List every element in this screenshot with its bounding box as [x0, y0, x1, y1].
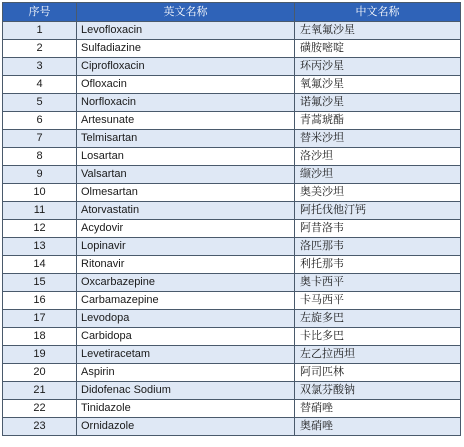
row-index-cell: 8 — [3, 148, 77, 166]
row-english-name-cell: Ofloxacin — [77, 76, 295, 94]
row-chinese-name-cell: 缬沙坦 — [295, 166, 461, 184]
row-chinese-name-cell: 阿昔洛韦 — [295, 220, 461, 238]
row-english-name-cell: Acydovir — [77, 220, 295, 238]
table-row — [3, 310, 461, 328]
row-index-cell: 20 — [3, 364, 77, 382]
table-row — [3, 220, 461, 238]
row-index-cell: 3 — [3, 58, 77, 76]
row-chinese-name-cell: 左氧氟沙星 — [295, 22, 461, 40]
row-chinese-name-cell: 阿托伐他汀钙 — [295, 202, 461, 220]
row-english-name-cell: Atorvastatin — [77, 202, 295, 220]
row-chinese-name-cell: 卡比多巴 — [295, 328, 461, 346]
row-index-cell: 4 — [3, 76, 77, 94]
table-row — [3, 382, 461, 400]
table-row — [3, 40, 461, 58]
row-english-name-cell: Losartan — [77, 148, 295, 166]
header-index: 序号 — [3, 3, 77, 22]
row-chinese-name-cell: 奥美沙坦 — [295, 184, 461, 202]
table-row — [3, 274, 461, 292]
row-chinese-name-cell: 诺氟沙星 — [295, 94, 461, 112]
row-english-name-cell: Valsartan — [77, 166, 295, 184]
row-index-cell: 10 — [3, 184, 77, 202]
row-english-name-cell: Oxcarbazepine — [77, 274, 295, 292]
row-english-name-cell: Sulfadiazine — [77, 40, 295, 58]
row-index-cell: 5 — [3, 94, 77, 112]
table-row — [3, 94, 461, 112]
row-chinese-name-cell: 洛匹那韦 — [295, 238, 461, 256]
row-index-cell: 22 — [3, 400, 77, 418]
row-chinese-name-cell: 利托那韦 — [295, 256, 461, 274]
row-chinese-name-cell: 阿司匹林 — [295, 364, 461, 382]
row-english-name-cell: Carbidopa — [77, 328, 295, 346]
row-index-cell: 11 — [3, 202, 77, 220]
row-english-name-cell: Ritonavir — [77, 256, 295, 274]
row-index-cell: 23 — [3, 418, 77, 436]
row-chinese-name-cell: 环丙沙星 — [295, 58, 461, 76]
row-english-name-cell: Ornidazole — [77, 418, 295, 436]
table-row — [3, 184, 461, 202]
header-chinese-name: 中文名称 — [295, 3, 461, 22]
row-chinese-name-cell: 左乙拉西坦 — [295, 346, 461, 364]
header-english-name: 英文名称 — [77, 3, 295, 22]
row-index-cell: 14 — [3, 256, 77, 274]
table-row — [3, 112, 461, 130]
table-row — [3, 364, 461, 382]
table-header — [3, 3, 461, 22]
table-row — [3, 148, 461, 166]
header-row — [3, 3, 461, 22]
row-index-cell: 1 — [3, 22, 77, 40]
row-english-name-cell: Carbamazepine — [77, 292, 295, 310]
row-chinese-name-cell: 双氯芬酸钠 — [295, 382, 461, 400]
row-index-cell: 16 — [3, 292, 77, 310]
table-row — [3, 238, 461, 256]
row-english-name-cell: Lopinavir — [77, 238, 295, 256]
table-row — [3, 328, 461, 346]
table-row — [3, 76, 461, 94]
row-chinese-name-cell: 奥硝唑 — [295, 418, 461, 436]
row-index-cell: 17 — [3, 310, 77, 328]
row-chinese-name-cell: 磺胺嘧啶 — [295, 40, 461, 58]
row-english-name-cell: Levofloxacin — [77, 22, 295, 40]
row-index-cell: 7 — [3, 130, 77, 148]
table-row — [3, 346, 461, 364]
row-english-name-cell: Ciprofloxacin — [77, 58, 295, 76]
row-chinese-name-cell: 左旋多巴 — [295, 310, 461, 328]
row-english-name-cell: Artesunate — [77, 112, 295, 130]
drug-name-table — [2, 2, 461, 436]
row-english-name-cell: Tinidazole — [77, 400, 295, 418]
row-chinese-name-cell: 洛沙坦 — [295, 148, 461, 166]
row-chinese-name-cell: 青蒿琥酯 — [295, 112, 461, 130]
row-index-cell: 18 — [3, 328, 77, 346]
row-english-name-cell: Telmisartan — [77, 130, 295, 148]
table-row — [3, 22, 461, 40]
row-index-cell: 19 — [3, 346, 77, 364]
row-index-cell: 2 — [3, 40, 77, 58]
row-index-cell: 6 — [3, 112, 77, 130]
table-row — [3, 58, 461, 76]
row-english-name-cell: Didofenac Sodium — [77, 382, 295, 400]
row-index-cell: 9 — [3, 166, 77, 184]
row-index-cell: 15 — [3, 274, 77, 292]
row-chinese-name-cell: 奥卡西平 — [295, 274, 461, 292]
table-row — [3, 130, 461, 148]
row-index-cell: 13 — [3, 238, 77, 256]
table-body — [3, 22, 461, 436]
table-row — [3, 166, 461, 184]
row-english-name-cell: Olmesartan — [77, 184, 295, 202]
table-row — [3, 418, 461, 436]
table-row — [3, 256, 461, 274]
drug-name-table-container — [2, 2, 461, 436]
row-english-name-cell: Aspirin — [77, 364, 295, 382]
row-chinese-name-cell: 替硝唑 — [295, 400, 461, 418]
row-chinese-name-cell: 氧氟沙星 — [295, 76, 461, 94]
row-index-cell: 21 — [3, 382, 77, 400]
row-chinese-name-cell: 卡马西平 — [295, 292, 461, 310]
row-english-name-cell: Levodopa — [77, 310, 295, 328]
row-index-cell: 12 — [3, 220, 77, 238]
row-english-name-cell: Norfloxacin — [77, 94, 295, 112]
table-row — [3, 400, 461, 418]
table-row — [3, 292, 461, 310]
row-english-name-cell: Levetiracetam — [77, 346, 295, 364]
row-chinese-name-cell: 替米沙坦 — [295, 130, 461, 148]
table-row — [3, 202, 461, 220]
